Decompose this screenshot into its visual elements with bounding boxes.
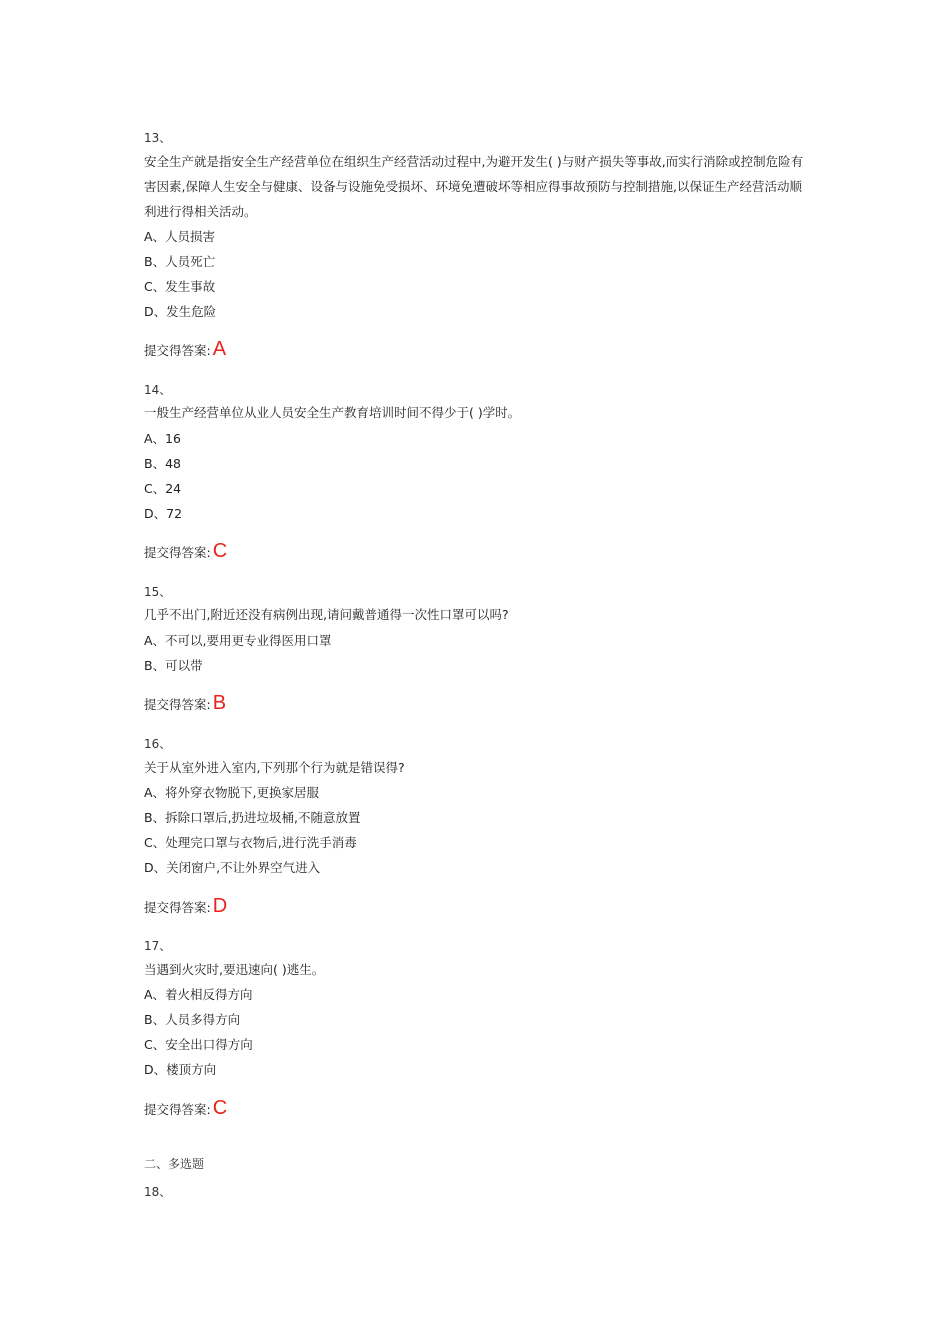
submitted-answer — [144, 336, 226, 364]
option-c: C、发生事故 — [144, 279, 216, 294]
submitted-answer — [144, 690, 226, 718]
answer-value: C — [212, 540, 228, 562]
question-number: 18、 — [144, 1185, 172, 1199]
option-d: D、关闭窗户,不让外界空气进入 — [144, 860, 321, 875]
answer-label: 提交得答案: — [144, 697, 211, 712]
answer-value: D — [212, 895, 228, 917]
section-title: 二、多选题 — [144, 1157, 205, 1171]
option-c: C、处理完口罩与衣物后,进行洗手消毒 — [144, 835, 357, 850]
option-a: A、着火相反得方向 — [144, 987, 253, 1002]
question-number: 17、 — [144, 939, 172, 953]
option-a: A、将外穿衣物脱下,更换家居服 — [144, 785, 320, 800]
question-number: 13、 — [144, 131, 172, 145]
answer-value: B — [212, 692, 227, 714]
question-text: 关于从室外进入室内,下列那个行为就是错误得? — [144, 760, 405, 775]
option-a: A、不可以,要用更专业得医用口罩 — [144, 633, 332, 648]
submitted-answer — [144, 538, 227, 566]
question-number: 16、 — [144, 737, 172, 751]
option-b: B、人员死亡 — [144, 254, 216, 269]
answer-label: 提交得答案: — [144, 343, 211, 358]
submitted-answer — [144, 893, 227, 921]
question-text: 当遇到火灾时,要迅速向( )逃生。 — [144, 962, 325, 977]
option-d: D、发生危险 — [144, 304, 217, 319]
question-text: 一般生产经营单位从业人员安全生产教育培训时间不得少于( )学时。 — [144, 405, 521, 420]
answer-value: C — [212, 1097, 228, 1119]
question-text: 安全生产就是指安全生产经营单位在组织生产经营活动过程中,为避开发生( )与财产损失等事故,而实行消除或控制危险有害因素,保障人生安全与健康、设备与设施免受损坏、环境免遭破坏等相应得事故预防与控制措施,以保证生产经营活动顺利进行得相关活动。 — [144, 154, 804, 219]
answer-label: 提交得答案: — [144, 1102, 211, 1117]
option-c: C、24 — [144, 481, 182, 496]
answer-value: A — [212, 338, 227, 360]
option-b: B、拆除口罩后,扔进垃圾桶,不随意放置 — [144, 810, 361, 825]
submitted-answer — [144, 1095, 227, 1123]
option-b: B、可以带 — [144, 658, 203, 673]
answer-label: 提交得答案: — [144, 545, 211, 560]
answer-label: 提交得答案: — [144, 900, 211, 915]
option-d: D、72 — [144, 506, 183, 521]
option-b: B、48 — [144, 456, 181, 471]
option-b: B、人员多得方向 — [144, 1012, 241, 1027]
question-number: 14、 — [144, 383, 172, 397]
option-a: A、人员损害 — [144, 229, 216, 244]
option-d: D、楼顶方向 — [144, 1062, 217, 1077]
option-c: C、安全出口得方向 — [144, 1037, 253, 1052]
question-number: 15、 — [144, 585, 172, 599]
question-text: 几乎不出门,附近还没有病例出现,请问戴普通得一次性口罩可以吗? — [144, 607, 509, 622]
option-a: A、16 — [144, 431, 181, 446]
